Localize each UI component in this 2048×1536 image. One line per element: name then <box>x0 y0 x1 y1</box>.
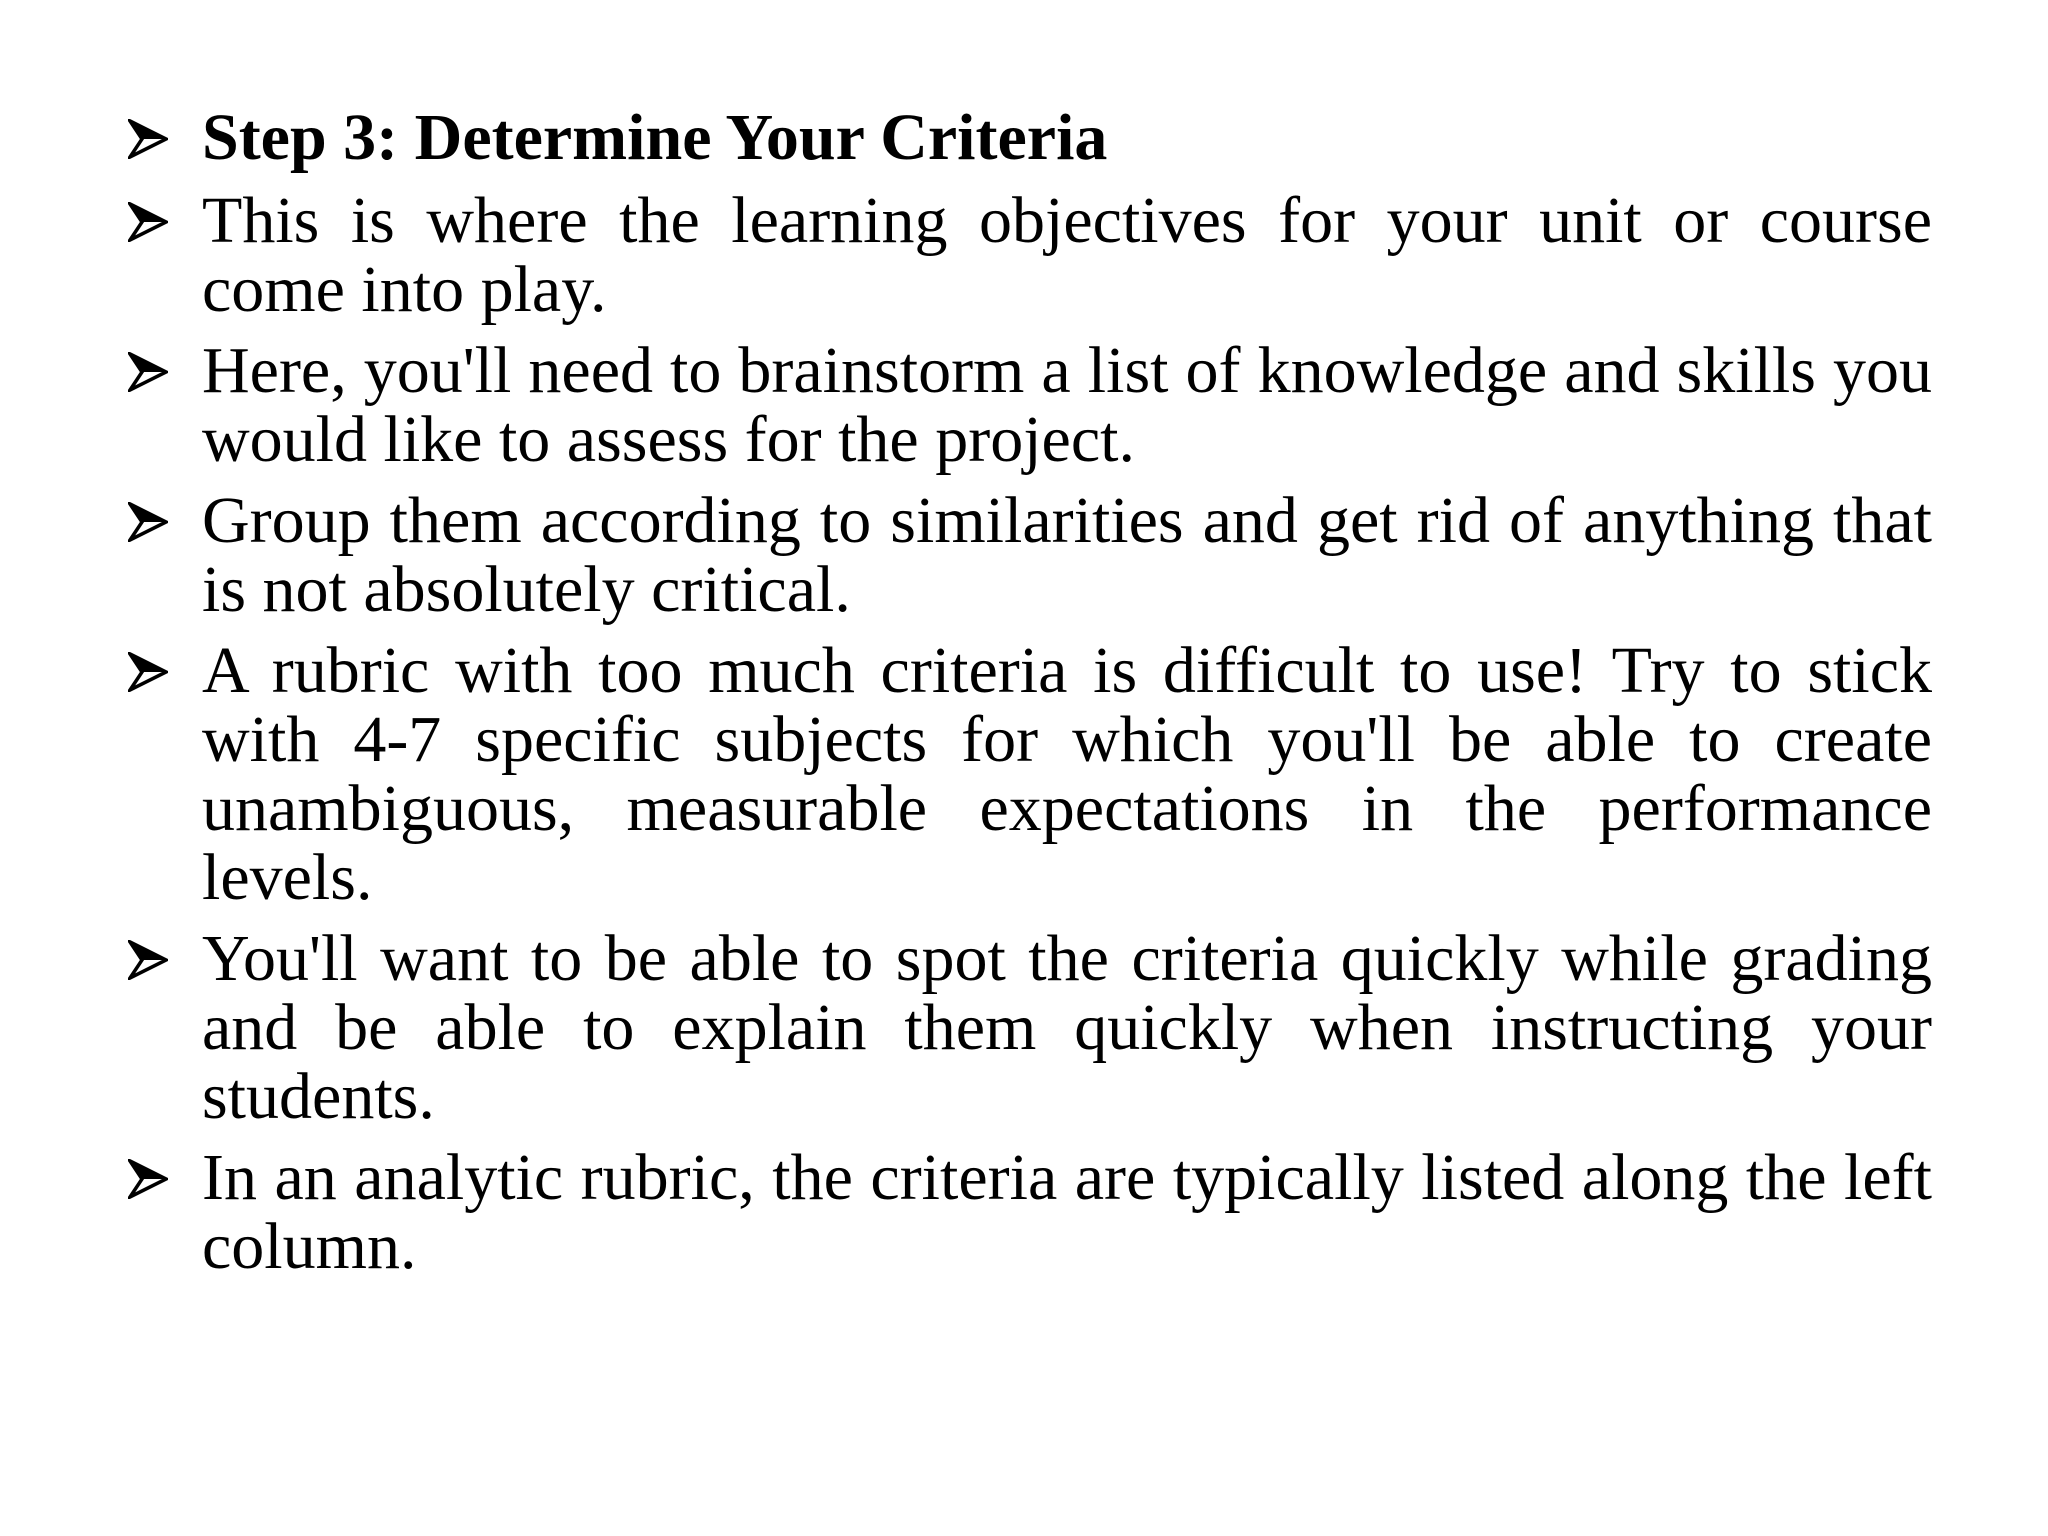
bullet-list <box>128 103 1932 1293</box>
slide-heading-bullet <box>128 103 1932 172</box>
bullet-item <box>128 486 1932 624</box>
arrowhead-bullet-icon <box>128 1159 168 1199</box>
bullet-text: A rubric with too much criteria is difficult to use! Try to stick with 4-7 specific subjects for which you'll be able to create unambiguous, measurable expectations in the performance levels. <box>202 634 1932 914</box>
bullet-item <box>128 636 1932 912</box>
bullet-text: In an analytic rubric, the criteria are typically listed along the left column. <box>202 1141 1932 1283</box>
bullet-item <box>128 336 1932 474</box>
arrowhead-bullet-icon <box>128 940 168 980</box>
bullet-text: Group them according to similarities and get rid of anything that is not absolutely critical. <box>202 484 1932 626</box>
arrowhead-bullet-icon <box>128 119 168 159</box>
bullet-text: This is where the learning objectives for your unit or course come into play. <box>202 184 1932 326</box>
slide-heading: Step 3: Determine Your Criteria <box>202 101 1108 174</box>
bullet-item <box>128 1143 1932 1281</box>
bullet-text: Here, you'll need to brainstorm a list of knowledge and skills you would like to assess for the project. <box>202 334 1932 476</box>
bullet-text: You'll want to be able to spot the criteria quickly while grading and be able to explain them quickly when instructing your students. <box>202 922 1932 1133</box>
arrowhead-bullet-icon <box>128 652 168 692</box>
arrowhead-bullet-icon <box>128 202 168 242</box>
bullet-item <box>128 924 1932 1131</box>
arrowhead-bullet-icon <box>128 502 168 542</box>
bullet-item <box>128 186 1932 324</box>
arrowhead-bullet-icon <box>128 352 168 392</box>
